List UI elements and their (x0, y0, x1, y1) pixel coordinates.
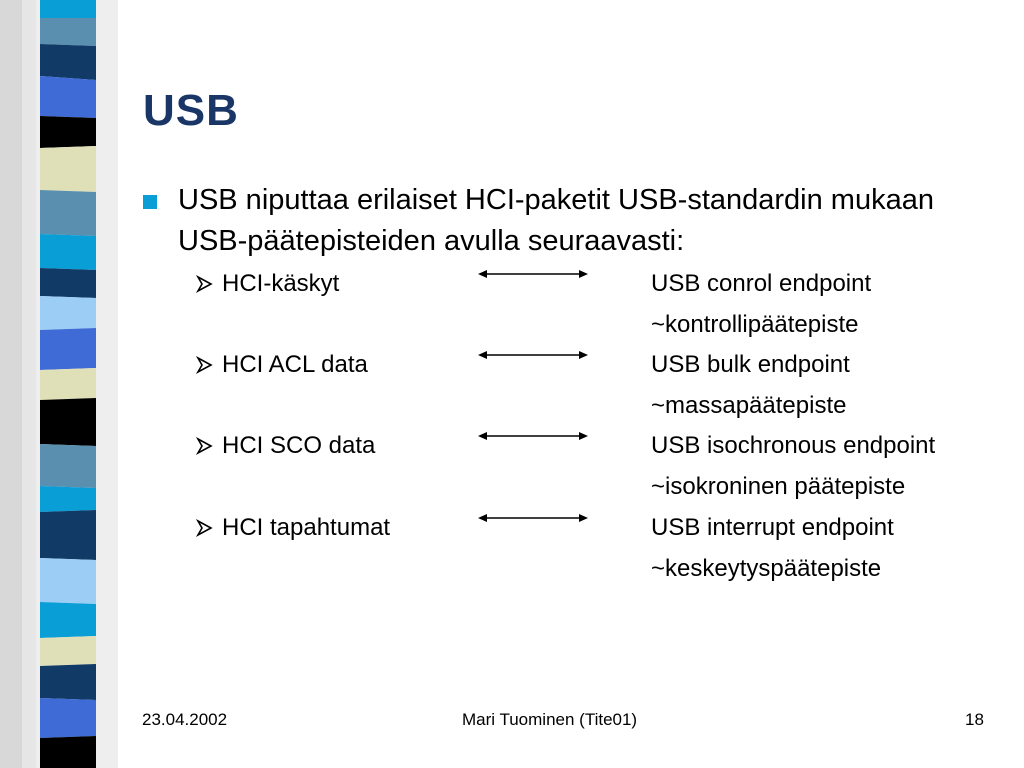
mapping-row (195, 510, 1005, 582)
arrow-bullet-icon (195, 274, 215, 294)
double-arrow-icon (478, 510, 588, 526)
mapping-row (195, 266, 1005, 338)
hci-packet-label: HCI tapahtumat (222, 514, 391, 541)
finnish-endpoint-label: ~kontrollipäätepiste (651, 311, 859, 338)
footer-author: Mari Tuominen (Tite01) (462, 710, 638, 729)
double-arrow-icon (478, 266, 588, 282)
square-bullet-icon (143, 195, 157, 209)
main-bullet-text: USB niputtaa erilaiset HCI-paketit USB-standardin mukaan USB-päätepisteiden avulla seuraavasti: (178, 184, 934, 257)
arrow-bullet-icon (195, 518, 215, 538)
double-arrow-icon (478, 428, 588, 444)
usb-endpoint-label: USB conrol endpoint (651, 270, 872, 297)
usb-endpoint-label: USB isochronous endpoint (651, 432, 936, 459)
finnish-endpoint-label: ~isokroninen päätepiste (651, 473, 906, 500)
hci-packet-label: HCI-käskyt (222, 270, 340, 297)
double-arrow-icon (478, 347, 588, 363)
main-bullet-point (143, 180, 1003, 262)
arrow-bullet-icon (195, 436, 215, 456)
finnish-endpoint-label: ~keskeytyspäätepiste (651, 555, 882, 582)
footer-date: 23.04.2002 (142, 710, 228, 729)
mapping-row (195, 347, 1005, 419)
slide-title: USB (143, 86, 239, 135)
finnish-endpoint-label: ~massapäätepiste (651, 392, 847, 419)
hci-packet-label: HCI SCO data (222, 432, 376, 459)
footer-page-number: 18 (965, 710, 984, 729)
usb-endpoint-label: USB bulk endpoint (651, 351, 850, 378)
usb-endpoint-label: USB interrupt endpoint (651, 514, 894, 541)
hci-packet-label: HCI ACL data (222, 351, 368, 378)
decorative-stripe-bar (0, 0, 118, 768)
arrow-bullet-icon (195, 355, 215, 375)
mapping-row (195, 428, 1005, 500)
